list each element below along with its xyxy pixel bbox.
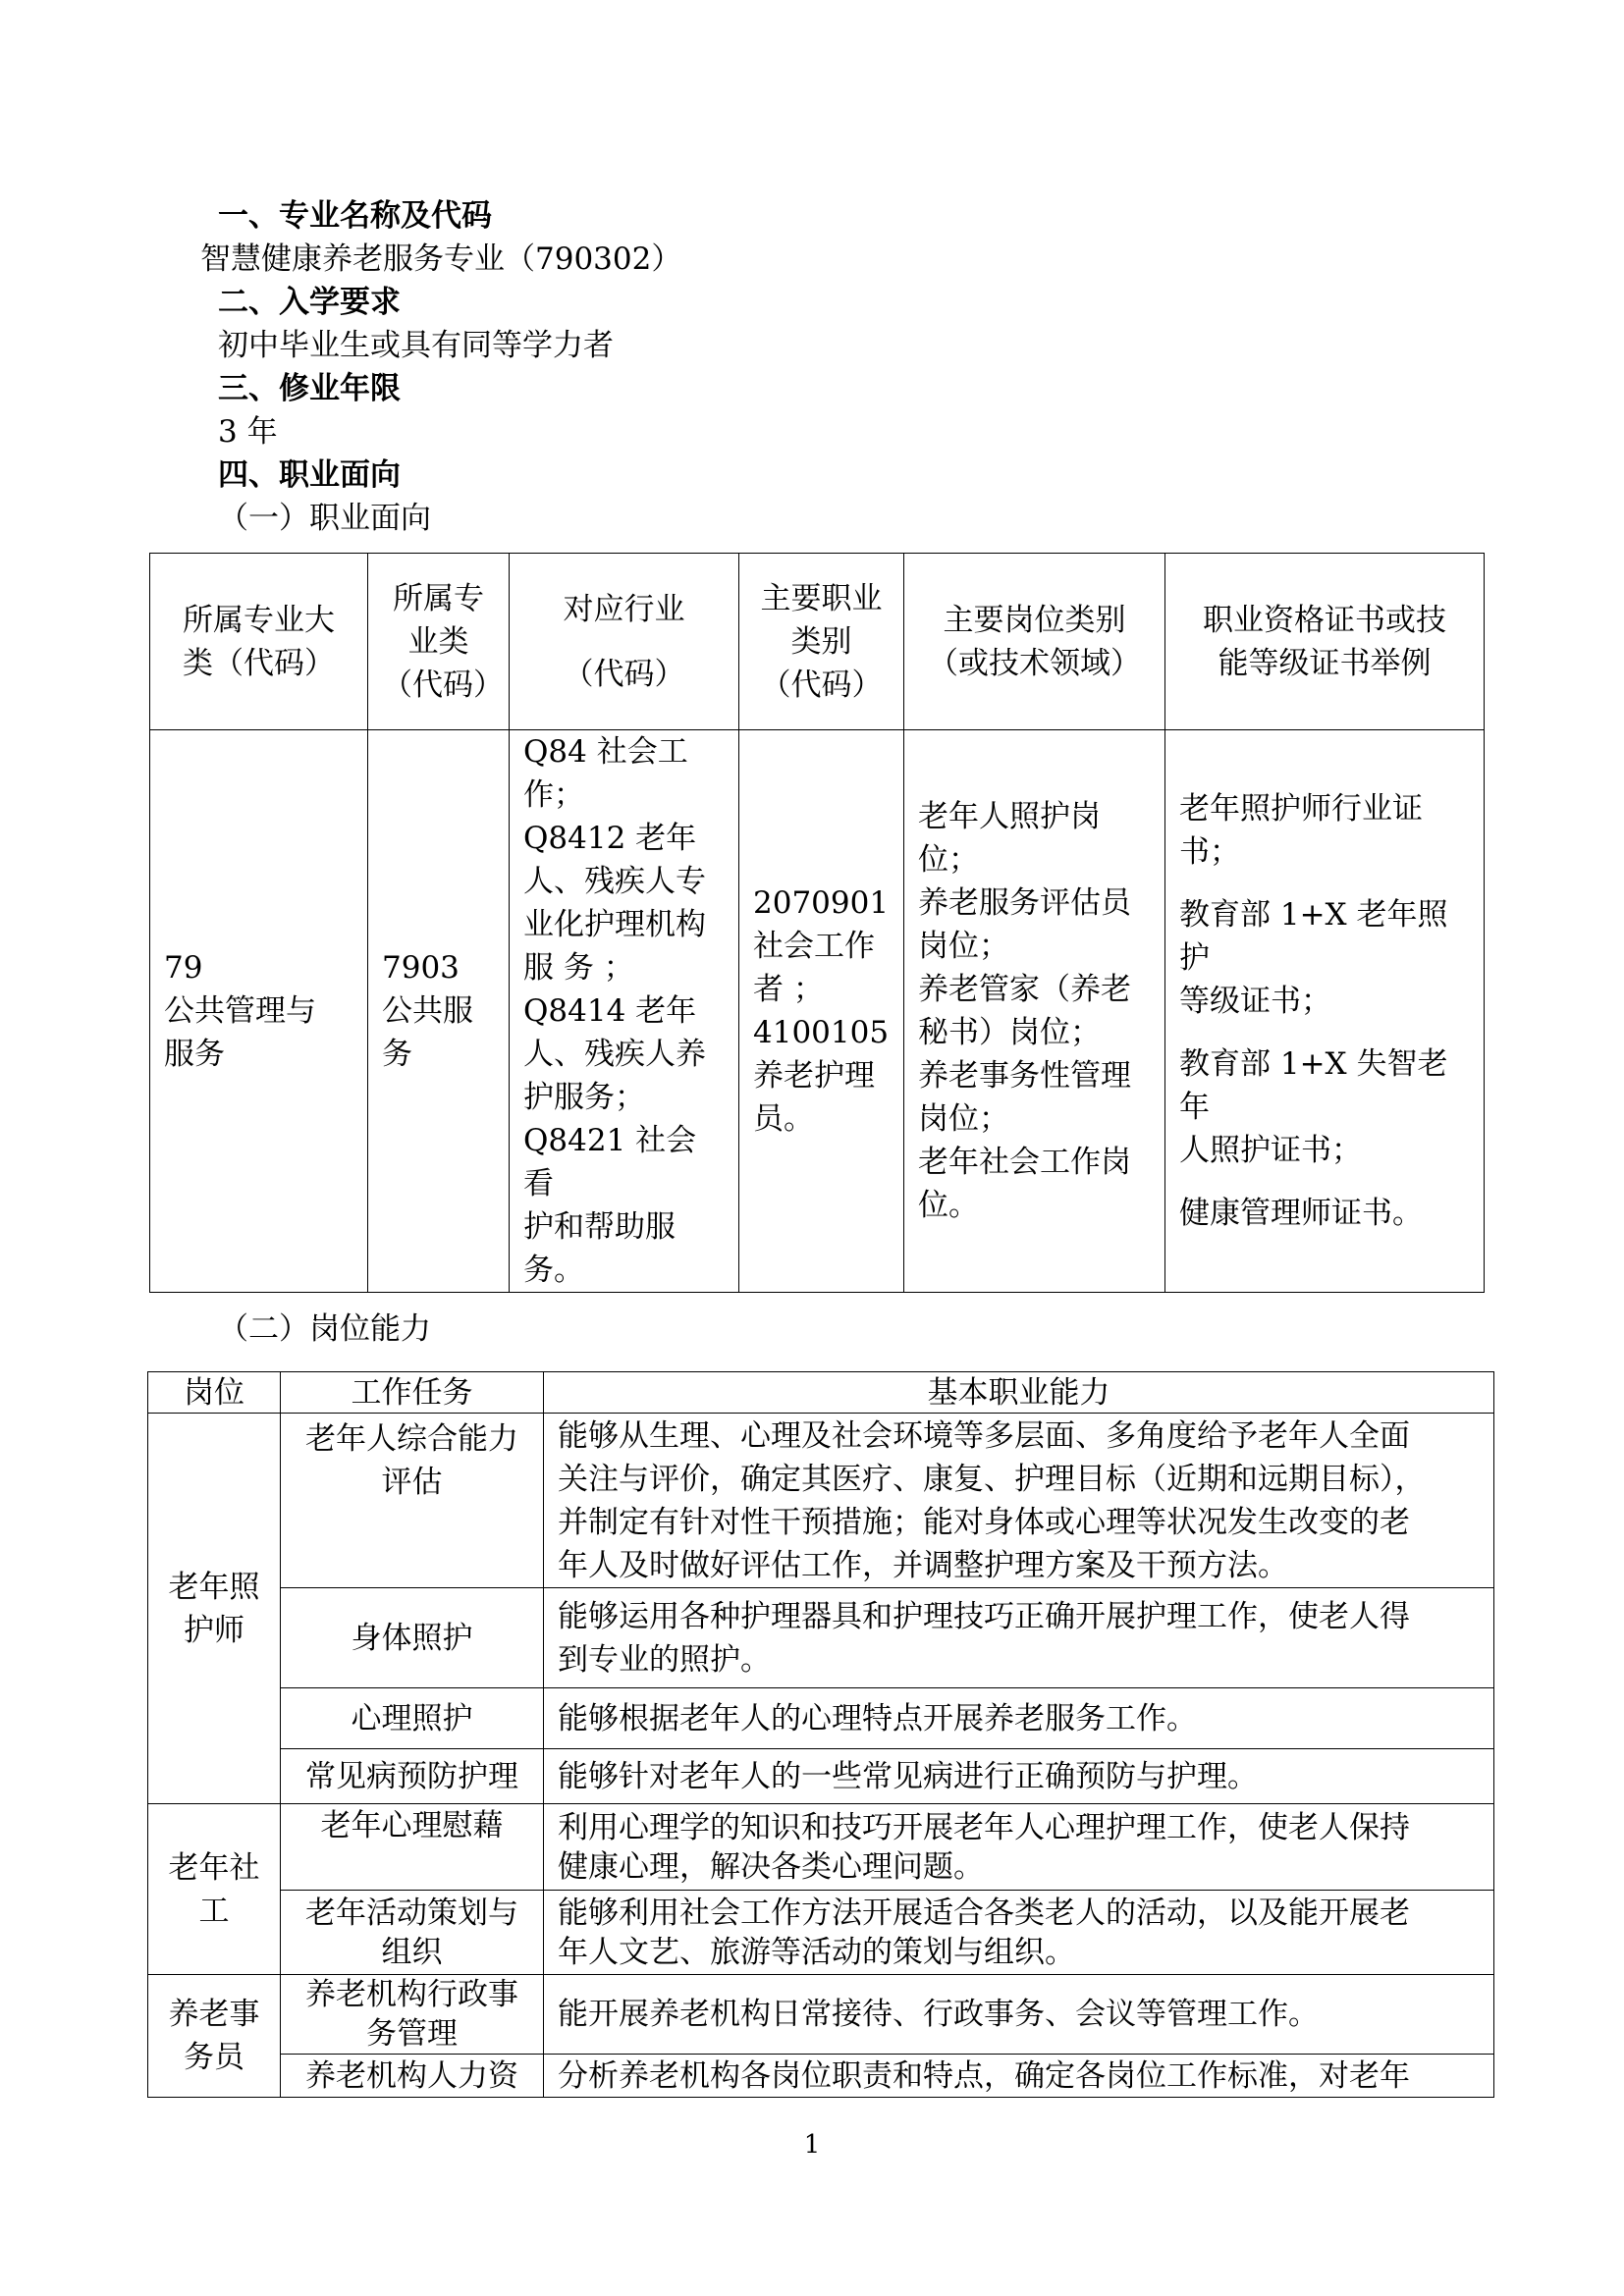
- header-certificates: 职业资格证书或技 能等级证书举例: [1165, 554, 1485, 730]
- ability-cell: 能开展养老机构日常接待、行政事务、会议等管理工作。: [544, 1975, 1494, 2055]
- table-row: [148, 1975, 1494, 2055]
- task-cell: 养老机构行政事 务管理: [281, 1975, 544, 2055]
- ability-cell: 分析养老机构各岗位职责和特点，确定各岗位工作标准，对老年: [544, 2055, 1494, 2098]
- subsection-1-title: （一）职业面向: [218, 501, 431, 536]
- header-post: 岗位: [148, 1372, 281, 1414]
- section-2-text: 初中毕业生或具有同等学力者: [218, 328, 614, 363]
- header-ability: 基本职业能力: [544, 1372, 1494, 1414]
- header-occupation: 主要职业 类别 （代码）: [739, 554, 904, 730]
- task-cell: 常见病预防护理: [281, 1749, 544, 1804]
- post-elderly-social-worker: 老年社 工: [148, 1804, 281, 1975]
- header-major-class: 所属专 业类 （代码）: [368, 554, 510, 730]
- section-1-title: 一、专业名称及代码: [218, 198, 492, 234]
- section-2-title: 二、入学要求: [218, 285, 401, 320]
- header-task: 工作任务: [281, 1372, 544, 1414]
- ability-table-header-row: [148, 1372, 1494, 1414]
- cell-industry: Q84 社会工 作； Q8412 老年 人、残疾人专 业化护理机构 服 务 ； Q8414 老年 人、残疾人养 护服务； Q8421 社会看 护和帮助服 务。: [510, 730, 739, 1293]
- task-cell: 身体照护: [281, 1588, 544, 1688]
- ability-cell: 能够运用各种护理器具和护理技巧正确开展护理工作，使老人得 到专业的照护。: [544, 1588, 1494, 1688]
- ability-cell: 能够针对老年人的一些常见病进行正确预防与护理。: [544, 1749, 1494, 1804]
- ability-cell: 能够根据老年人的心理特点开展养老服务工作。: [544, 1688, 1494, 1749]
- task-cell: 心理照护: [281, 1688, 544, 1749]
- table-row: [148, 1891, 1494, 1975]
- section-4-title: 四、职业面向: [218, 457, 401, 493]
- table-row: [148, 1804, 1494, 1891]
- cell-occupation: 2070901 社会工作 者 ； 4100105 养老护理 员。: [739, 730, 904, 1293]
- career-table-row: [150, 730, 1485, 1293]
- table-row: [148, 1588, 1494, 1688]
- table-row: [148, 2055, 1494, 2098]
- task-cell: 老年活动策划与 组织: [281, 1891, 544, 1975]
- cell-certificates: 老年照护师行业证 书； 教育部 1+X 老年照护 等级证书； 教育部 1+X 失智老年 人照护证书； 健康管理师证书。: [1165, 730, 1485, 1293]
- section-1-text: 智慧健康养老服务专业（790302）: [200, 241, 682, 277]
- post-elderly-affairs-clerk: 养老事 务员: [148, 1975, 281, 2098]
- table-row: [148, 1749, 1494, 1804]
- subsection-2-title: （二）岗位能力: [218, 1311, 431, 1347]
- ability-cell: 能够从生理、心理及社会环境等多层面、多角度给予老年人全面 关注与评价，确定其医疗、康复、护理目标（近期和远期目标）， 并制定有针对性干预措施；能对身体或心理等状况发生改变的老 年人及时做好评估工作，并调整护理方案及干预方法。: [544, 1414, 1494, 1588]
- header-major-category: 所属专业大 类（代码）: [150, 554, 368, 730]
- cell-major-class: 7903 公共服 务: [368, 730, 510, 1293]
- table-row: [148, 1688, 1494, 1749]
- cell-major-category: 79 公共管理与 服务: [150, 730, 368, 1293]
- career-table: [149, 553, 1485, 1293]
- section-3-title: 三、修业年限: [218, 371, 401, 406]
- header-post-category: 主要岗位类别 （或技术领域）: [904, 554, 1165, 730]
- section-3-text: 3 年: [218, 414, 278, 450]
- cell-post-category: 老年人照护岗 位； 养老服务评估员 岗位； 养老管家（养老 秘书）岗位； 养老事务性管理 岗位； 老年社会工作岗 位。: [904, 730, 1165, 1293]
- ability-cell: 利用心理学的知识和技巧开展老年人心理护理工作，使老人保持 健康心理，解决各类心理问题。: [544, 1804, 1494, 1891]
- table-row: [148, 1414, 1494, 1588]
- page-number: 1: [803, 2130, 821, 2160]
- post-elderly-caregiver: 老年照 护师: [148, 1414, 281, 1804]
- career-table-header-row: [150, 554, 1485, 730]
- task-cell: 养老机构人力资: [281, 2055, 544, 2098]
- task-cell: 老年人综合能力 评估: [281, 1414, 544, 1588]
- ability-cell: 能够利用社会工作方法开展适合各类老人的活动，以及能开展老 年人文艺、旅游等活动的策划与组织。: [544, 1891, 1494, 1975]
- ability-table: [147, 1371, 1494, 2098]
- task-cell: 老年心理慰藉: [281, 1804, 544, 1891]
- header-industry: 对应行业 （代码）: [510, 554, 739, 730]
